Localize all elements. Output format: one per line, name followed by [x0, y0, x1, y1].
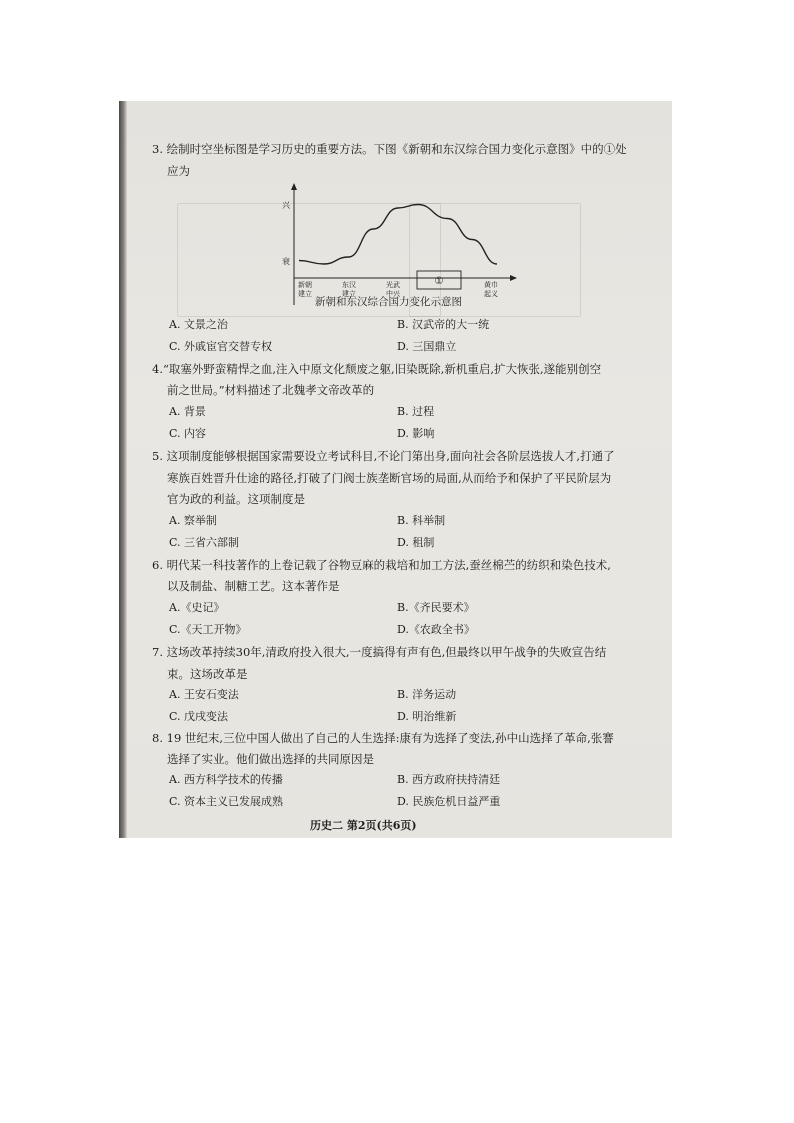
q4-option-c: C. 内容 — [169, 427, 207, 440]
q3-option-c: C. 外戚宦官交替专权 — [169, 340, 273, 353]
q7-option-b: B. 洋务运动 — [397, 688, 457, 701]
q5-stem-line2: 寒族百姓晋升仕途的路径,打破了门阀士族垄断官场的局面,从而给予和保护了平民阶层为 — [167, 471, 612, 485]
q3-option-b: B. 汉武帝的大一统 — [397, 318, 490, 331]
x-tick-label: 光武 — [386, 281, 400, 289]
x-axis-arrow — [510, 275, 517, 281]
q5-option-c: C. 三省六部制 — [169, 536, 240, 549]
chart-title: 新朝和东汉综合国力变化示意图 — [315, 296, 462, 308]
q3-option-a: A. 文景之治 — [169, 318, 228, 331]
series-line — [299, 205, 497, 265]
q6-option-d: D.《农政全书》 — [397, 623, 475, 636]
q3-stem-line2: 应为 — [167, 164, 190, 178]
q5-option-a: A. 察举制 — [169, 514, 217, 527]
q4-stem-line2: 前之世局。”材料描述了北魏孝文帝改革的 — [167, 383, 375, 397]
q4-option-d: D. 影响 — [397, 427, 435, 440]
q3-option-d: D. 三国鼎立 — [397, 340, 457, 353]
q7-stem-line1: 7. 这场改革持续30年,清政府投入很大,一度搞得有声有色,但最终以甲午战争的失败宣告结 — [152, 645, 607, 659]
q7-stem-line2: 束。这场改革是 — [167, 667, 248, 681]
q8-option-c: C. 资本主义已发展成熟 — [169, 795, 284, 808]
q8-stem-line2: 选择了实业。他们做出选择的共同原因是 — [167, 752, 374, 766]
x-tick-label-line2: 建立 — [342, 290, 356, 298]
q4-option-b: B. 过程 — [397, 405, 435, 418]
q7-option-d: D. 明治维新 — [397, 710, 457, 723]
x-tick-label: 东汉 — [342, 281, 356, 289]
page-footer: 历史二 第2页(共6页) — [310, 819, 417, 832]
x-tick-label: 黄巾 — [484, 281, 498, 289]
y-axis-arrow — [291, 183, 297, 190]
q6-option-a: A.《史记》 — [169, 601, 225, 614]
q4-stem-line1: 4.“取塞外野蛮精悍之血,注入中原文化颓废之躯,旧染既除,新机重启,扩大恢张,遂能别创空 — [152, 362, 602, 376]
q5-option-b: B. 科举制 — [397, 514, 446, 527]
q7-option-c: C. 戊戌变法 — [169, 710, 229, 723]
q6-stem-line2: 以及制盐、制糖工艺。这本著作是 — [167, 579, 340, 593]
q8-option-b: B. 西方政府扶持清廷 — [397, 773, 501, 786]
q8-option-a: A. 西方科学技术的传播 — [169, 773, 283, 786]
x-tick-label: 新朝 — [298, 281, 312, 289]
y-label-rise: 兴 — [282, 201, 290, 210]
x-tick-label-line2: 建立 — [298, 290, 312, 298]
q8-stem-line1: 8. 19 世纪末,三位中国人做出了自己的人生选择:康有为选择了变法,孙中山选择了革命,张謇 — [152, 731, 614, 745]
q8-option-d: D. 民族危机日益严重 — [397, 795, 501, 808]
q5-stem-line3: 官为政的利益。这项制度是 — [167, 492, 305, 506]
q6-option-b: B.《齐民要术》 — [397, 601, 475, 614]
q3-stem-line1: 3. 绘制时空坐标图是学习历史的重要方法。下图《新朝和东汉综合国力变化示意图》中的①处 — [152, 142, 627, 156]
q6-stem-line1: 6. 明代某一科技著作的上卷记载了谷物豆麻的栽培和加工方法,蚕丝棉苎的纺织和染色技术, — [152, 558, 611, 572]
q5-stem-line1: 5. 这项制度能够根据国家需要设立考试科目,不论门第出身,面向社会各阶层选拔人才,打通了 — [152, 449, 615, 463]
x-tick-label-line2: 起义 — [484, 290, 498, 298]
q5-option-d: D. 租制 — [397, 536, 435, 549]
document-photo — [119, 101, 672, 838]
q4-option-a: A. 背景 — [169, 405, 206, 418]
q6-option-c: C.《天工开物》 — [169, 623, 247, 636]
y-label-decline: 衰 — [282, 257, 290, 266]
x-label-blank: ① — [434, 276, 444, 287]
photo-shadow-edge — [119, 101, 127, 838]
q7-option-a: A. 王安石变法 — [169, 688, 239, 701]
x-tick-label-line2: 中兴 — [386, 290, 400, 298]
